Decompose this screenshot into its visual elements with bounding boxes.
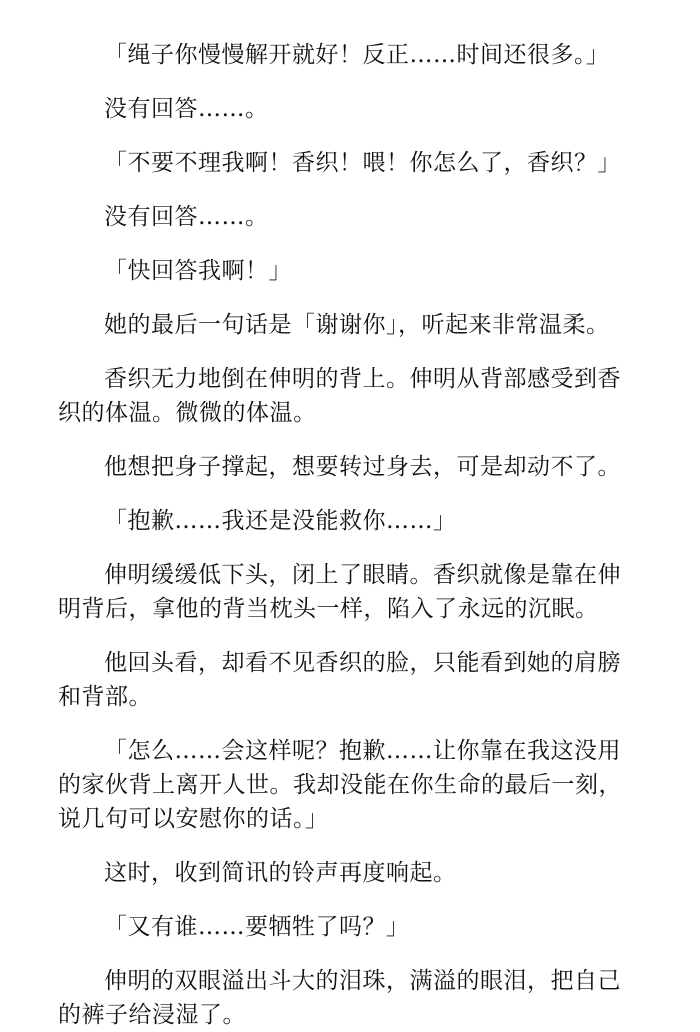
paragraph-11: 他回头看，却看不见香织的脸，只能看到她的肩膀和背部。 [58, 650, 621, 710]
paragraph-7: 香织无力地倒在伸明的背上。伸明从背部感受到香织的体温。微微的体温。 [58, 366, 621, 426]
paragraph-5: 「快回答我啊！」 [104, 258, 292, 284]
paragraph-15: 伸明的双眼溢出斗大的泪珠，满溢的眼泪，把自己的裤子给浸湿了。 [58, 968, 621, 1028]
paragraph-14: 「又有谁……要牺牲了吗？」 [104, 914, 410, 940]
paragraph-3: 「不要不理我啊！香织！喂！你怎么了，香织？」 [104, 150, 621, 176]
paragraph-9: 「抱歉……我还是没能救你……」 [104, 508, 457, 534]
paragraph-13: 这时，收到简讯的铃声再度响起。 [104, 860, 457, 886]
paragraph-10: 伸明缓缓低下头，闭上了眼睛。香织就像是靠在伸明背后，拿他的背当枕头一样，陷入了永远的沉眠。 [58, 562, 621, 622]
paragraph-6: 她的最后一句话是「谢谢你」，听起来非常温柔。 [104, 312, 610, 338]
paragraph-2: 没有回答……。 [104, 96, 269, 122]
paragraph-8: 他想把身子撑起，想要转过身去，可是却动不了。 [104, 454, 621, 480]
paragraph-4: 没有回答……。 [104, 204, 269, 230]
paragraph-12: 「怎么……会这样呢？抱歉……让你靠在我这没用的家伙背上离开人世。我却没能在你生命的最后一刻，说几句可以安慰你的话。」 [58, 738, 622, 832]
paragraph-1: 「绳子你慢慢解开就好！反正……时间还很多。」 [104, 42, 610, 68]
